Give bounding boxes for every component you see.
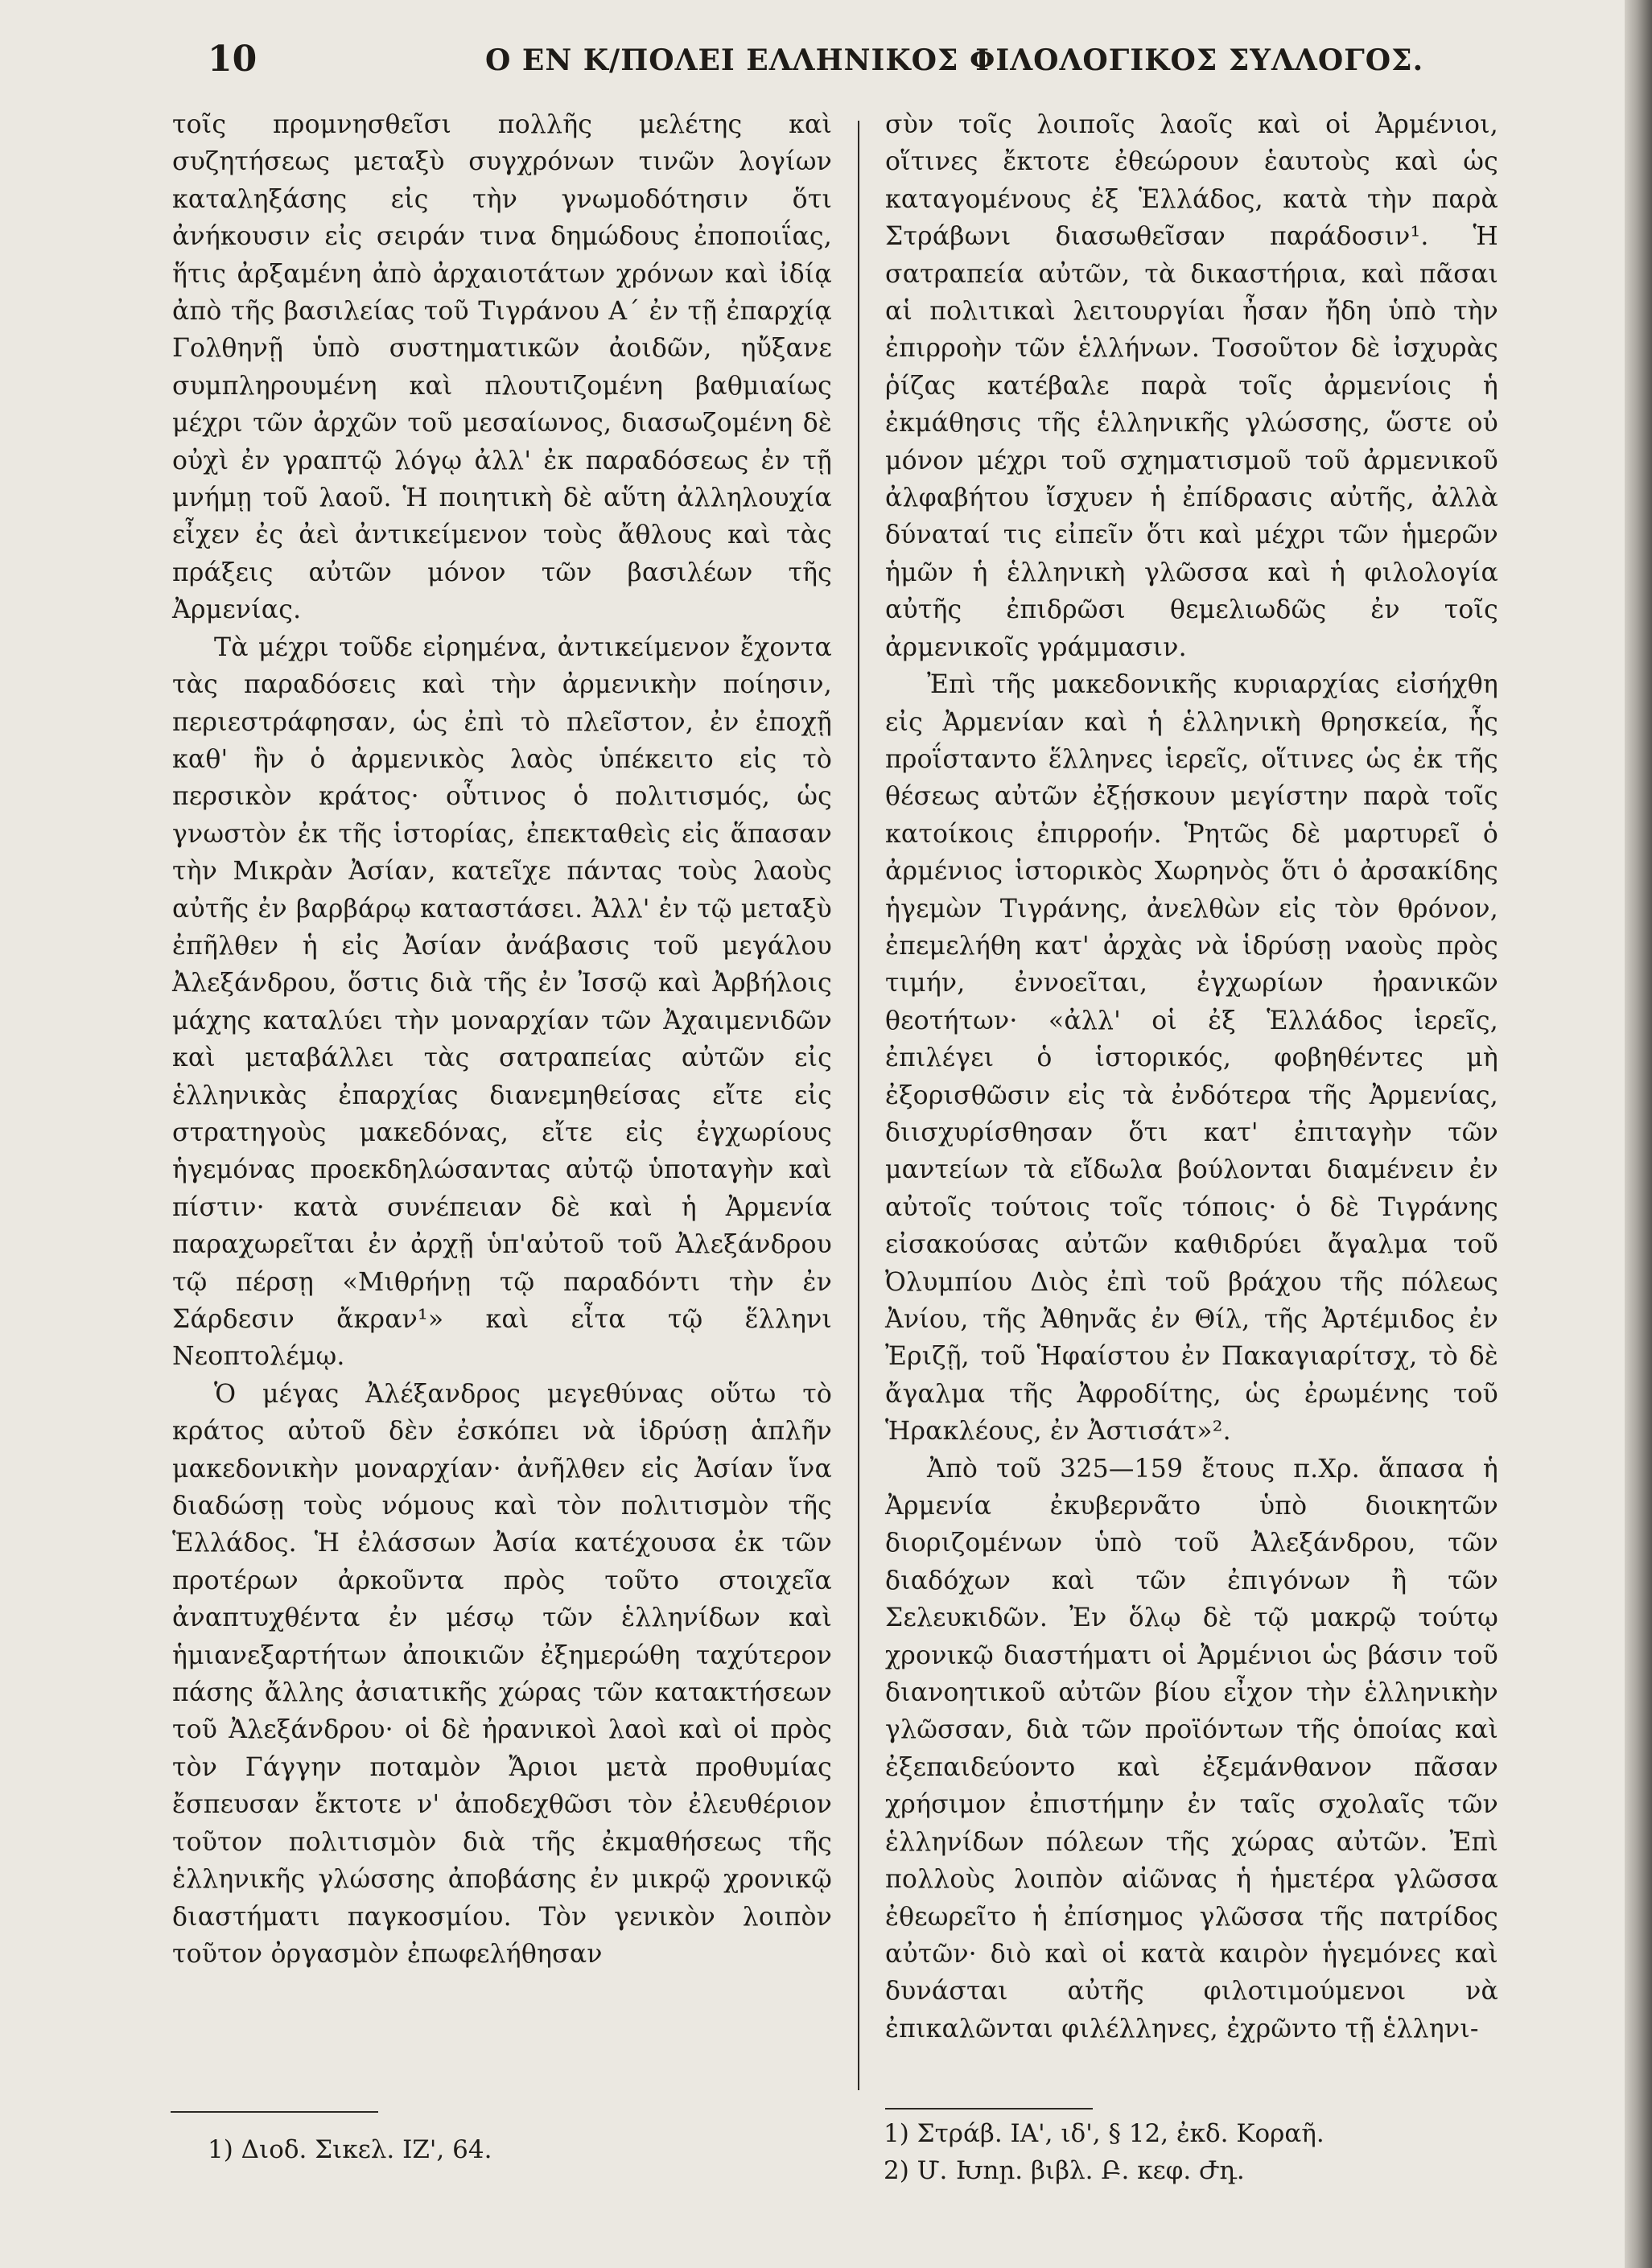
left-paragraph-1: τοῖς προμνησθεῖσι πολλῆς μελέτης καὶ συζητήσεως μεταξὺ συγχρόνων τινῶν λογίων καταληξάσης εἰς τὴν γνωμοδότησιν ὅτι ἀνήκουσιν εἰς σειράν τινα δημώδους ἐποποιΐας, ἥτις ἀρξαμένη ἀπὸ ἀρχαιοτάτων χρόνων καὶ ἰδίᾳ ἀπὸ τῆς βασιλείας τοῦ Τιγράνου Α΄ ἐν τῇ ἐπαρχίᾳ Γολθηνῇ ὑπὸ συστηματικῶν ἀοιδῶν, ηὔξανε συμπληρουμένη καὶ πλουτιζομένη βαθμιαίως μέχρι τῶν ἀρχῶν τοῦ μεσαίωνος, διασωζομένη δὲ οὐχὶ ἐν γραπτῷ λόγῳ ἀλλ' ἐκ παραδόσεως ἐν τῇ μνήμῃ τοῦ λαοῦ. Ἡ ποιητικὴ δὲ αὕτη ἀλληλουχία εἶχεν ἐς ἀεὶ ἀντικείμενον τοὺς ἄθλους καὶ τὰς πράξεις αὐτῶν μόνον τῶν βασιλέων τῆς Ἀρμενίας. <box>172 110 832 625</box>
footnote-separator-left <box>171 2111 378 2113</box>
page-number: 10 <box>208 39 257 80</box>
left-column <box>172 106 832 1973</box>
footnote-right-2: 2) Մ. Խոր. βιβλ. Բ. κεφ. Ժդ. <box>884 2156 1245 2185</box>
binding-edge <box>1625 0 1652 2268</box>
footnote-left: 1) Διοδ. Σικελ. ΙΖ', 64. <box>208 2135 492 2164</box>
footnote-separator-right <box>885 2108 1093 2110</box>
left-paragraph-2: Τὰ μέχρι τοῦδε εἰρημένα, ἀντικείμενον ἔχοντα τὰς παραδόσεις καὶ τὴν ἀρμενικὴν ποίησιν, περιεστράφησαν, ὡς ἐπὶ τὸ πλεῖστον, ἐν ἐποχῇ καθ' ἣν ὁ ἀρμενικὸς λαὸς ὑπέκειτο εἰς τὸ περσικὸν κράτος· οὗτινος ὁ πολιτισμός, ὡς γνωστὸν ἐκ τῆς ἱστορίας, ἐπεκταθεὶς εἰς ἅπασαν τὴν Μικρὰν Ἀσίαν, κατεῖχε πάντας τοὺς λαοὺς αὐτῆς ἐν βαρβάρῳ καταστάσει. Ἀλλ' ἐν τῷ μεταξὺ ἐπῆλθεν ἡ εἰς Ἀσίαν ἀνάβασις τοῦ μεγάλου Ἀλεξάνδρου, ὅστις διὰ τῆς ἐν Ἰσσῷ καὶ Ἀρβήλοις μάχης καταλύει τὴν μοναρχίαν τῶν Ἀχαιμενιδῶν καὶ μεταβάλλει τὰς σατραπείας αὐτῶν εἰς ἑλληνικὰς ἐπαρχίας διανεμηθείσας εἴτε εἰς στρατηγοὺς μακεδόνας, εἴτε εἰς ἐγχωρίους ἡγεμόνας προεκδηλώσαντας αὐτῷ ὑποταγὴν καὶ πίστιν· κατὰ συνέπειαν δὲ καὶ ἡ Ἀρμενία παραχωρεῖται ἐν ἀρχῇ ὑπ'αὐτοῦ τοῦ Ἀλεξάνδρου τῷ πέρσῃ «Μιθρήνῃ τῷ παραδόντι τὴν ἐν Σάρδεσιν ἄκραν¹» καὶ εἶτα τῷ ἕλληνι Νεοπτολέμῳ. <box>172 632 832 1372</box>
page-header <box>208 39 1424 95</box>
column-divider <box>858 121 859 2090</box>
right-paragraph-2: Ἐπὶ τῆς μακεδονικῆς κυριαρχίας εἰσήχθη εἰς Ἀρμενίαν καὶ ἡ ἑλληνικὴ θρησκεία, ἧς προΐσταντο ἕλληνες ἱερεῖς, οἵτινες ὡς ἐκ τῆς θέσεως αὐτῶν ἐξῄσκουν μεγίστην παρὰ τοῖς κατοίκοις ἐπιρροήν. Ῥητῶς δὲ μαρτυρεῖ ὁ ἀρμένιος ἱστορικὸς Χωρηνὸς ὅτι ὁ ἀρσακίδης ἡγεμὼν Τιγράνης, ἀνελθὼν εἰς τὸν θρόνον, ἐπεμελήθη κατ' ἀρχὰς νὰ ἱδρύσῃ ναοὺς πρὸς τιμήν, ἐννοεῖται, ἐγχωρίων ἠρανικῶν θεοτήτων· «ἀλλ' οἱ ἐξ Ἑλλάδος ἱερεῖς, ἐπιλέγει ὁ ἱστορικός, φοβηθέντες μὴ ἐξορισθῶσιν εἰς τὰ ἐνδότερα τῆς Ἀρμενίας, διισχυρίσθησαν ὅτι κατ' ἐπιταγὴν τῶν μαντείων τὰ εἴδωλα βούλονται διαμένειν ἐν αὐτοῖς τούτοις τοῖς τόποις· ὁ δὲ Τιγράνης εἰσακούσας αὐτῶν καθιδρύει ἄγαλμα τοῦ Ὀλυμπίου Διὸς ἐπὶ τοῦ βράχου τῆς πόλεως Ἀνίου, τῆς Ἀθηνᾶς ἐν Θίλ, τῆς Ἀρτέμιδος ἐν Ἐριζῇ, τοῦ Ἡφαίστου ἐν Πακαγιαρίτσχ, τὸ δὲ ἄγαλμα τῆς Ἀφροδίτης, ὡς ἐρωμένης τοῦ Ἡρακλέους, ἐν Ἀστισάτ»². <box>885 670 1498 1447</box>
footnote-right-1: 1) Στράβ. ΙΑ', ιδ', § 12, ἐκδ. Κοραῆ. <box>884 2119 1324 2148</box>
running-title: Ο ΕΝ Κ/ΠΟΛΕΙ ΕΛΛΗΝΙΚΟΣ ΦΙΛΟΛΟΓΙΚΟΣ ΣΥΛΛΟΓΟΣ. <box>485 43 1424 77</box>
right-paragraph-1: σὺν τοῖς λοιποῖς λαοῖς καὶ οἱ Ἀρμένιοι, οἵτινες ἔκτοτε ἐθεώρουν ἑαυτοὺς καὶ ὡς καταγομένους ἐξ Ἑλλάδος, κατὰ τὴν παρὰ Στράβωνι διασωθεῖσαν παράδοσιν¹. Ἡ σατραπεία αὐτῶν, τὰ δικαστήρια, καὶ πᾶσαι αἱ πολιτικαὶ λειτουργίαι ἦσαν ἤδη ὑπὸ τὴν ἐπιρροὴν τῶν ἑλλήνων. Τοσοῦτον δὲ ἰσχυρὰς ῥίζας κατέβαλε παρὰ τοῖς ἀρμενίοις ἡ ἐκμάθησις τῆς ἑλληνικῆς γλώσσης, ὥστε οὐ μόνον μέχρι τοῦ σχηματισμοῦ τοῦ ἀρμενικοῦ ἀλφαβήτου ἴσχυεν ἡ ἐπίδρασις αὐτῆς, ἀλλὰ δύναταί τις εἰπεῖν ὅτι καὶ μέχρι τῶν ἡμερῶν ἡμῶν ἡ ἑλληνικὴ γλῶσσα καὶ ἡ φιλολογία αὐτῆς ἐπιδρῶσι θεμελιωδῶς ἐν τοῖς ἀρμενικοῖς γράμμασιν. <box>885 110 1498 662</box>
right-column <box>885 106 1498 2048</box>
left-paragraph-3: Ὁ μέγας Ἀλέξανδρος μεγεθύνας οὕτω τὸ κράτος αὐτοῦ δὲν ἐσκόπει νὰ ἱδρύσῃ ἁπλῆν μακεδονικὴν μοναρχίαν· ἀνῆλθεν εἰς Ἀσίαν ἵνα διαδώσῃ τοὺς νόμους καὶ τὸν πολιτισμὸν τῆς Ἑλλάδος. Ἡ ἐλάσσων Ἀσία κατέχουσα ἐκ τῶν προτέρων ἀρκοῦντα πρὸς τοῦτο στοιχεῖα ἀναπτυχθέντα ἐν μέσῳ τῶν ἑλληνίδων καὶ ἡμιανεξαρτήτων ἀποικιῶν ἐξημερώθη ταχύτερον πάσης ἄλλης ἀσιατικῆς χώρας τῶν κατακτήσεων τοῦ Ἀλεξάνδρου· οἱ δὲ ἠρανικοὶ λαοὶ καὶ οἱ πρὸς τὸν Γάγγην ποταμὸν Ἄριοι μετὰ προθυμίας ἔσπευσαν ἔκτοτε ν' ἀποδεχθῶσι τὸν ἐλευθέριον τοῦτον πολιτισμὸν διὰ τῆς ἐκμαθήσεως τῆς ἑλληνικῆς γλώσσης ἀποβάσης ἐν μικρῷ χρονικῷ διαστήματι παγκοσμίου. Τὸν γενικὸν λοιπὸν τοῦτον ὀργασμὸν ἐπωφελήθησαν <box>172 1379 832 1969</box>
right-paragraph-3: Ἀπὸ τοῦ 325—159 ἔτους π.Χρ. ἅπασα ἡ Ἀρμενία ἐκυβερνᾶτο ὑπὸ διοικητῶν διοριζομένων ὑπὸ τοῦ Ἀλεξάνδρου, τῶν διαδόχων καὶ τῶν ἐπιγόνων ἢ τῶν Σελευκιδῶν. Ἐν ὅλῳ δὲ τῷ μακρῷ τούτῳ χρονικῷ διαστήματι οἱ Ἀρμένιοι ὡς βάσιν τοῦ διανοητικοῦ αὐτῶν βίου εἶχον τὴν ἑλληνικὴν γλῶσσαν, διὰ τῶν προϊόντων τῆς ὁποίας καὶ ἐξεπαιδεύοντο καὶ ἐξεμάνθανον πᾶσαν χρήσιμον ἐπιστήμην ἐν ταῖς σχολαῖς τῶν ἑλληνίδων πόλεων τῆς χώρας αὐτῶν. Ἐπὶ πολλοὺς λοιπὸν αἰῶνας ἡ ἡμετέρα γλῶσσα ἐθεωρεῖτο ἡ ἐπίσημος γλῶσσα τῆς πατρίδος αὐτῶν· διὸ καὶ οἱ κατὰ καιρὸν ἡγεμόνες καὶ δυνάσται αὐτῆς φιλοτιμούμενοι νὰ ἐπικαλῶνται φιλέλληνες, ἐχρῶντο τῇ ἑλληνι- <box>885 1454 1498 2044</box>
